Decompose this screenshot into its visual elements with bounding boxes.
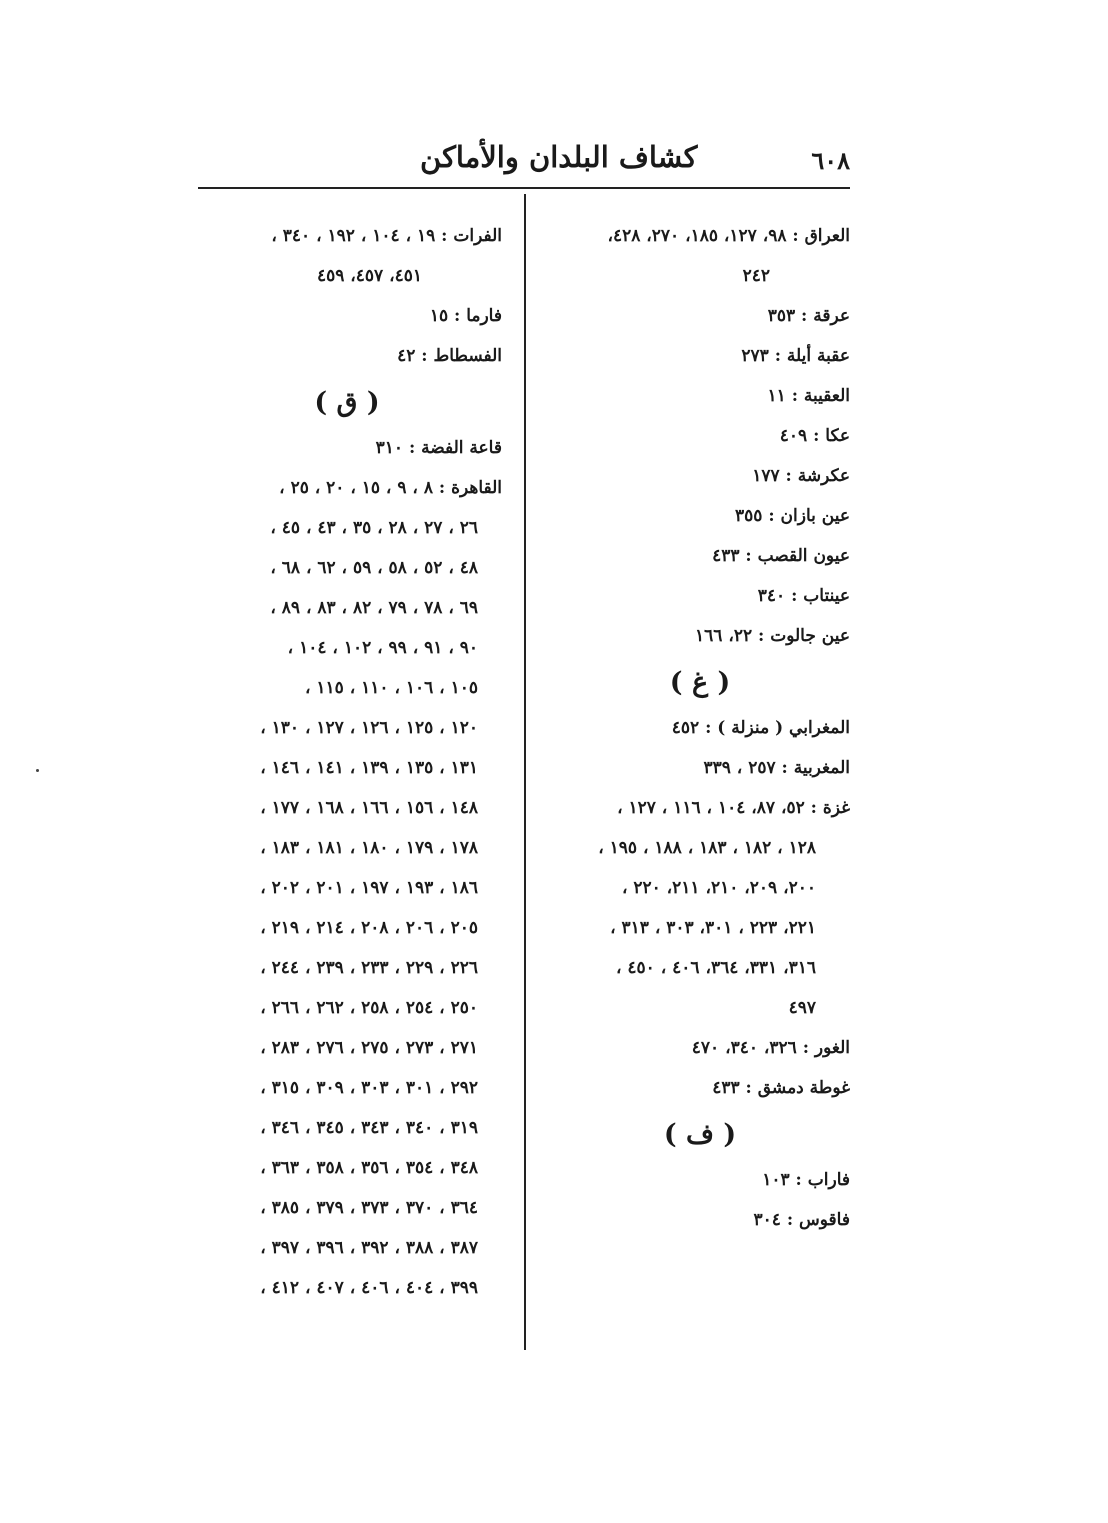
index-column-right xyxy=(550,226,850,1250)
index-entry-line: فارما : ١٥ xyxy=(429,306,502,326)
index-entry-line: ١٤٨ ، ١٥٦ ، ١٦٦ ، ١٦٨ ، ١٧٧ ، xyxy=(260,798,478,818)
index-entry xyxy=(550,426,850,446)
index-entry-line: غزة : ٥٢، ٨٧، ١٠٤ ، ١١٦ ، ١٢٧ ، xyxy=(617,798,850,818)
page-number: ٦٠٨ xyxy=(811,146,850,175)
index-entry xyxy=(550,626,850,646)
index-entry xyxy=(550,1170,850,1190)
index-entry-line: عين جالوت : ٢٢، ١٦٦ xyxy=(695,626,850,646)
index-entry-line: ٢٤٢ xyxy=(742,266,770,286)
index-entry-line: العراق : ٩٨، ١٢٧، ١٨٥، ٢٧٠، ٤٢٨، xyxy=(607,226,850,246)
index-entry-line: ٩٠ ، ٩١ ، ٩٩ ، ١٠٢ ، ١٠٤ ، xyxy=(287,638,478,658)
index-entry-line: عين بازان : ٣٥٥ xyxy=(735,506,850,526)
index-entry xyxy=(192,438,502,458)
index-entry-line: ١٢٠ ، ١٢٥ ، ١٢٦ ، ١٢٧ ، ١٣٠ ، xyxy=(260,718,478,738)
index-entry-line: عكا : ٤٠٩ xyxy=(779,426,850,446)
index-entry-line: الغور : ٣٢٦، ٣٤٠، ٤٧٠ xyxy=(691,1038,850,1058)
index-entry xyxy=(550,226,850,286)
index-entry xyxy=(550,798,850,1018)
index-entry-line: ٢٩٢ ، ٣٠١ ، ٣٠٣ ، ٣٠٩ ، ٣١٥ ، xyxy=(260,1078,478,1098)
index-entry-line: الفسطاط : ٤٢ xyxy=(397,346,502,366)
index-entry-line: ٣١٦، ٣٣١، ٣٦٤، ٤٠٦ ، ٤٥٠ ، xyxy=(616,958,816,978)
index-entry-line: ٢٢١، ٢٢٣ ، ٣٠١، ٣٠٣ ، ٣١٣ ، xyxy=(610,918,816,938)
index-entry xyxy=(192,226,502,286)
index-entry-line: ١٠٥ ، ١٠٦ ، ١١٠ ، ١١٥ ، xyxy=(304,678,478,698)
index-column-left xyxy=(192,226,502,1318)
index-entry xyxy=(550,346,850,366)
index-entry-line: ٣٦٤ ، ٣٧٠ ، ٣٧٣ ، ٣٧٩ ، ٣٨٥ ، xyxy=(260,1198,478,1218)
index-entry-line: ٣٩٩ ، ٤٠٤ ، ٤٠٦ ، ٤٠٧ ، ٤١٢ ، xyxy=(260,1278,478,1298)
index-entry-line: ٣٨٧ ، ٣٨٨ ، ٣٩٢ ، ٣٩٦ ، ٣٩٧ ، xyxy=(260,1238,478,1258)
index-entry xyxy=(550,306,850,326)
column-divider xyxy=(524,194,526,1350)
section-heading-fa: ( ف ) xyxy=(663,1119,737,1150)
index-entry-line: قاعة الفضة : ٣١٠ xyxy=(375,438,502,458)
index-entry-line: القاهرة : ٨ ، ٩ ، ١٥ ، ٢٠ ، ٢٥ ، xyxy=(279,478,502,498)
index-entry-line: ٢٧١ ، ٢٧٣ ، ٢٧٥ ، ٢٧٦ ، ٢٨٣ ، xyxy=(260,1038,478,1058)
index-entry xyxy=(550,1210,850,1230)
index-entry-line: غوطة دمشق : ٤٣٣ xyxy=(712,1078,850,1098)
index-entry xyxy=(550,386,850,406)
index-entry-line: فاقوس : ٣٠٤ xyxy=(753,1210,850,1230)
index-entry-line: ٢٥٠ ، ٢٥٤ ، ٢٥٨ ، ٢٦٢ ، ٢٦٦ ، xyxy=(260,998,478,1018)
index-entry-line: ٢٠٠، ٢٠٩، ٢١٠، ٢١١، ٢٢٠ ، xyxy=(621,878,816,898)
index-entry-line: المغرابي ( منزلة ) : ٤٥٢ xyxy=(671,718,850,738)
section-heading-qaf: ( ق ) xyxy=(314,387,380,418)
index-entry-line: ٢٠٥ ، ٢٠٦ ، ٢٠٨ ، ٢١٤ ، ٢١٩ ، xyxy=(260,918,478,938)
index-entry-line: عرقة : ٣٥٣ xyxy=(767,306,850,326)
scan-speck xyxy=(36,769,39,772)
index-entry xyxy=(550,1038,850,1058)
index-entry-line: ١٧٨ ، ١٧٩ ، ١٨٠ ، ١٨١ ، ١٨٣ ، xyxy=(260,838,478,858)
index-entry-line: ٣٤٨ ، ٣٥٤ ، ٣٥٦ ، ٣٥٨ ، ٣٦٣ ، xyxy=(260,1158,478,1178)
index-entry-line: عيون القصب : ٤٣٣ xyxy=(712,546,850,566)
index-entry-line: ٢٢٦ ، ٢٢٩ ، ٢٣٣ ، ٢٣٩ ، ٢٤٤ ، xyxy=(260,958,478,978)
index-entry-line: ٦٩ ، ٧٨ ، ٧٩ ، ٨٢ ، ٨٣ ، ٨٩ ، xyxy=(270,598,478,618)
index-entry-line: ٤٨ ، ٥٢ ، ٥٨ ، ٥٩ ، ٦٢ ، ٦٨ ، xyxy=(270,558,478,578)
index-entry-line: ١٢٨ ، ١٨٢ ، ١٨٣ ، ١٨٨ ، ١٩٥ ، xyxy=(598,838,816,858)
index-entry-line: عقبة أيلة : ٢٧٣ xyxy=(741,346,850,366)
index-entry-line: ١٨٦ ، ١٩٣ ، ١٩٧ ، ٢٠١ ، ٢٠٢ ، xyxy=(260,878,478,898)
index-entry xyxy=(550,586,850,606)
index-entry-line: الفرات : ١٩ ، ١٠٤ ، ١٩٢ ، ٣٤٠ ، xyxy=(271,226,502,246)
index-entry xyxy=(550,506,850,526)
page-title: كشاف البلدان والأماكن xyxy=(420,140,698,174)
index-entry-line: عكرشة : ١٧٧ xyxy=(752,466,850,486)
index-entry-line: فاراب : ١٠٣ xyxy=(762,1170,850,1190)
index-entry-line: العقيبة : ١١ xyxy=(767,386,850,406)
index-entry xyxy=(550,466,850,486)
index-entry xyxy=(550,1078,850,1098)
index-entry-line: المغربية : ٢٥٧ ، ٣٣٩ xyxy=(703,758,850,778)
index-entry-line: ٣١٩ ، ٣٤٠ ، ٣٤٣ ، ٣٤٥ ، ٣٤٦ ، xyxy=(260,1118,478,1138)
index-entry xyxy=(192,346,502,366)
index-entry-line: ١٣١ ، ١٣٥ ، ١٣٩ ، ١٤١ ، ١٤٦ ، xyxy=(260,758,478,778)
index-entry-line: ٤٩٧ xyxy=(788,998,816,1018)
section-heading-ghain: ( غ ) xyxy=(669,667,731,698)
index-entry xyxy=(550,758,850,778)
page-header xyxy=(198,140,850,184)
index-entry-line: ٢٦ ، ٢٧ ، ٢٨ ، ٣٥ ، ٤٣ ، ٤٥ ، xyxy=(270,518,478,538)
index-entry xyxy=(192,306,502,326)
index-entry-line: ٤٥١، ٤٥٧، ٤٥٩ xyxy=(316,266,422,286)
header-rule xyxy=(198,187,850,189)
index-entry xyxy=(550,718,850,738)
index-entry-cairo xyxy=(192,478,502,1298)
index-entry xyxy=(550,546,850,566)
index-entry-line: عينتاب : ٣٤٠ xyxy=(757,586,850,606)
